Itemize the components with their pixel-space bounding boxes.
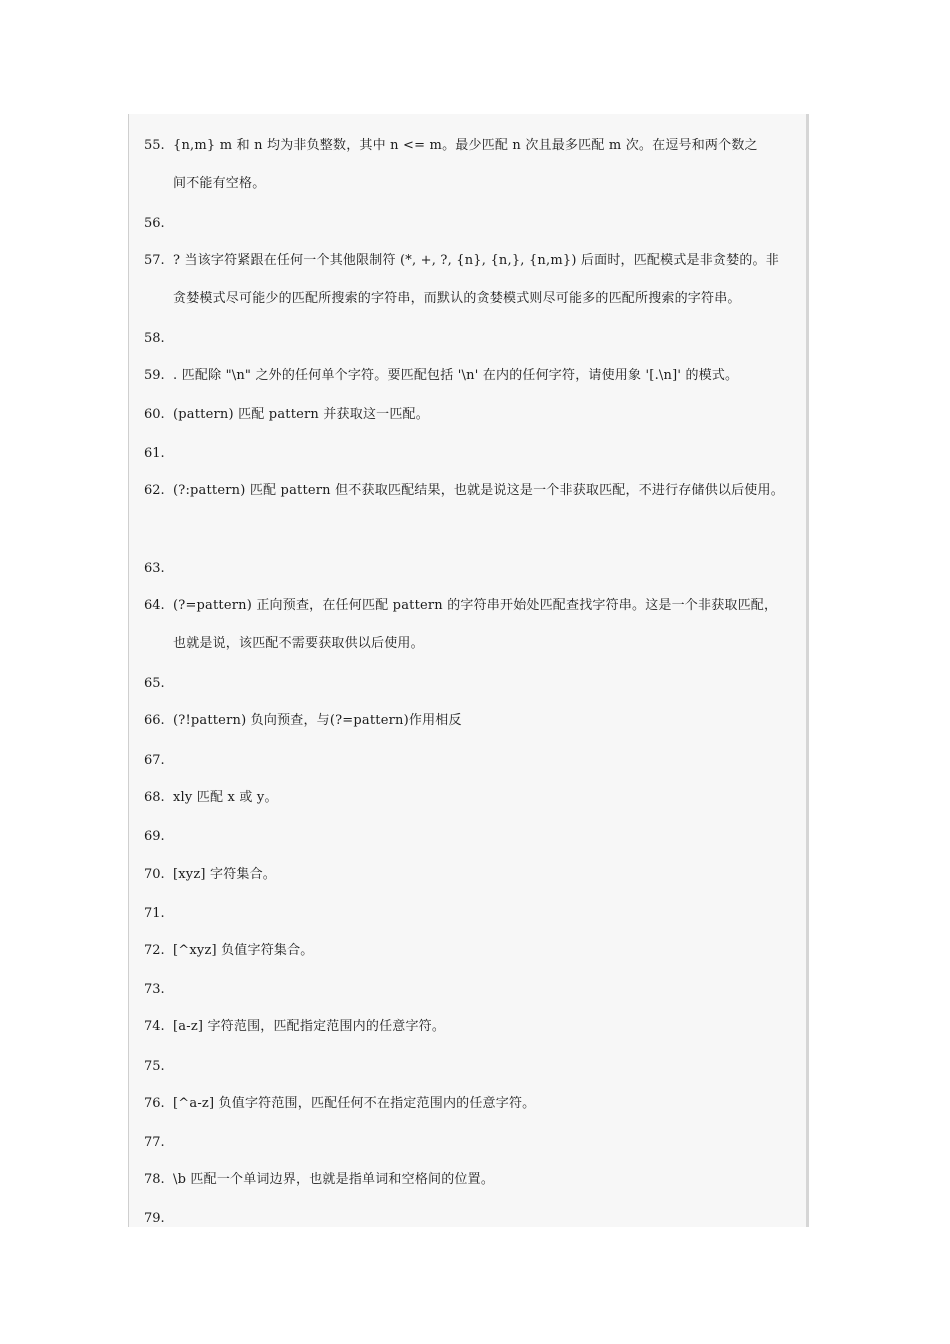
- line-number: 79.: [144, 1211, 165, 1226]
- line-number: 78.: [144, 1172, 165, 1187]
- line-text: (?=pattern) 正向预查，在任何匹配 pattern 的字符串开始处匹配查找字符串。这是一个非获取匹配，: [173, 598, 778, 613]
- line-text: xly 匹配 x 或 y。: [173, 790, 278, 805]
- line-number: 69.: [144, 829, 165, 844]
- line-number: 71.: [144, 906, 165, 921]
- line-number: 77.: [144, 1135, 165, 1150]
- line-number: 58.: [144, 331, 165, 346]
- line-number: 56.: [144, 216, 165, 231]
- line-text-continuation: 也就是说，该匹配不需要获取供以后使用。: [173, 636, 424, 651]
- line-number: 57.: [144, 253, 165, 268]
- line-text: [^a-z] 负值字符范围，匹配任何不在指定范围内的任意字符。: [173, 1096, 536, 1111]
- line-number: 73.: [144, 982, 165, 997]
- line-number: 72.: [144, 943, 165, 958]
- line-text: (?:pattern) 匹配 pattern 但不获取匹配结果，也就是说这是一个非获取匹配，不进行存储供以后使用。: [173, 483, 784, 498]
- line-number: 67.: [144, 753, 165, 768]
- code-listing-panel: [128, 114, 809, 1227]
- line-text: (pattern) 匹配 pattern 并获取这一匹配。: [173, 407, 429, 422]
- line-text-continuation: 间不能有空格。: [173, 176, 266, 191]
- line-number: 70.: [144, 867, 165, 882]
- line-number: 63.: [144, 561, 165, 576]
- line-text: [xyz] 字符集合。: [173, 867, 277, 882]
- line-number: 66.: [144, 713, 165, 728]
- line-number: 59.: [144, 368, 165, 383]
- line-number: 64.: [144, 598, 165, 613]
- line-number: 74.: [144, 1019, 165, 1034]
- line-text: ? 当该字符紧跟在任何一个其他限制符 (*, +, ?, {n}, {n,}, {n,m}) 后面时，匹配模式是非贪婪的。非: [173, 253, 779, 268]
- line-text: (?!pattern) 负向预查，与(?=pattern)作用相反: [173, 713, 462, 728]
- line-number: 68.: [144, 790, 165, 805]
- line-number: 61.: [144, 446, 165, 461]
- line-text: {n,m} m 和 n 均为非负整数，其中 n <= m。最少匹配 n 次且最多匹配 m 次。在逗号和两个数之: [173, 138, 758, 153]
- line-number: 62.: [144, 483, 165, 498]
- line-number: 65.: [144, 676, 165, 691]
- line-number: 76.: [144, 1096, 165, 1111]
- line-text: . 匹配除 "\n" 之外的任何单个字符。要匹配包括 '\n' 在内的任何字符，请使用象 '[.\n]' 的模式。: [173, 368, 739, 383]
- line-text: [^xyz] 负值字符集合。: [173, 943, 314, 958]
- line-text: \b 匹配一个单词边界，也就是指单词和空格间的位置。: [173, 1172, 495, 1187]
- line-text: [a-z] 字符范围，匹配指定范围内的任意字符。: [173, 1019, 446, 1034]
- line-text-continuation: 贪婪模式尽可能少的匹配所搜索的字符串，而默认的贪婪模式则尽可能多的匹配所搜索的字符串。: [173, 291, 741, 306]
- line-number: 55.: [144, 138, 165, 153]
- line-number: 75.: [144, 1059, 165, 1074]
- line-number: 60.: [144, 407, 165, 422]
